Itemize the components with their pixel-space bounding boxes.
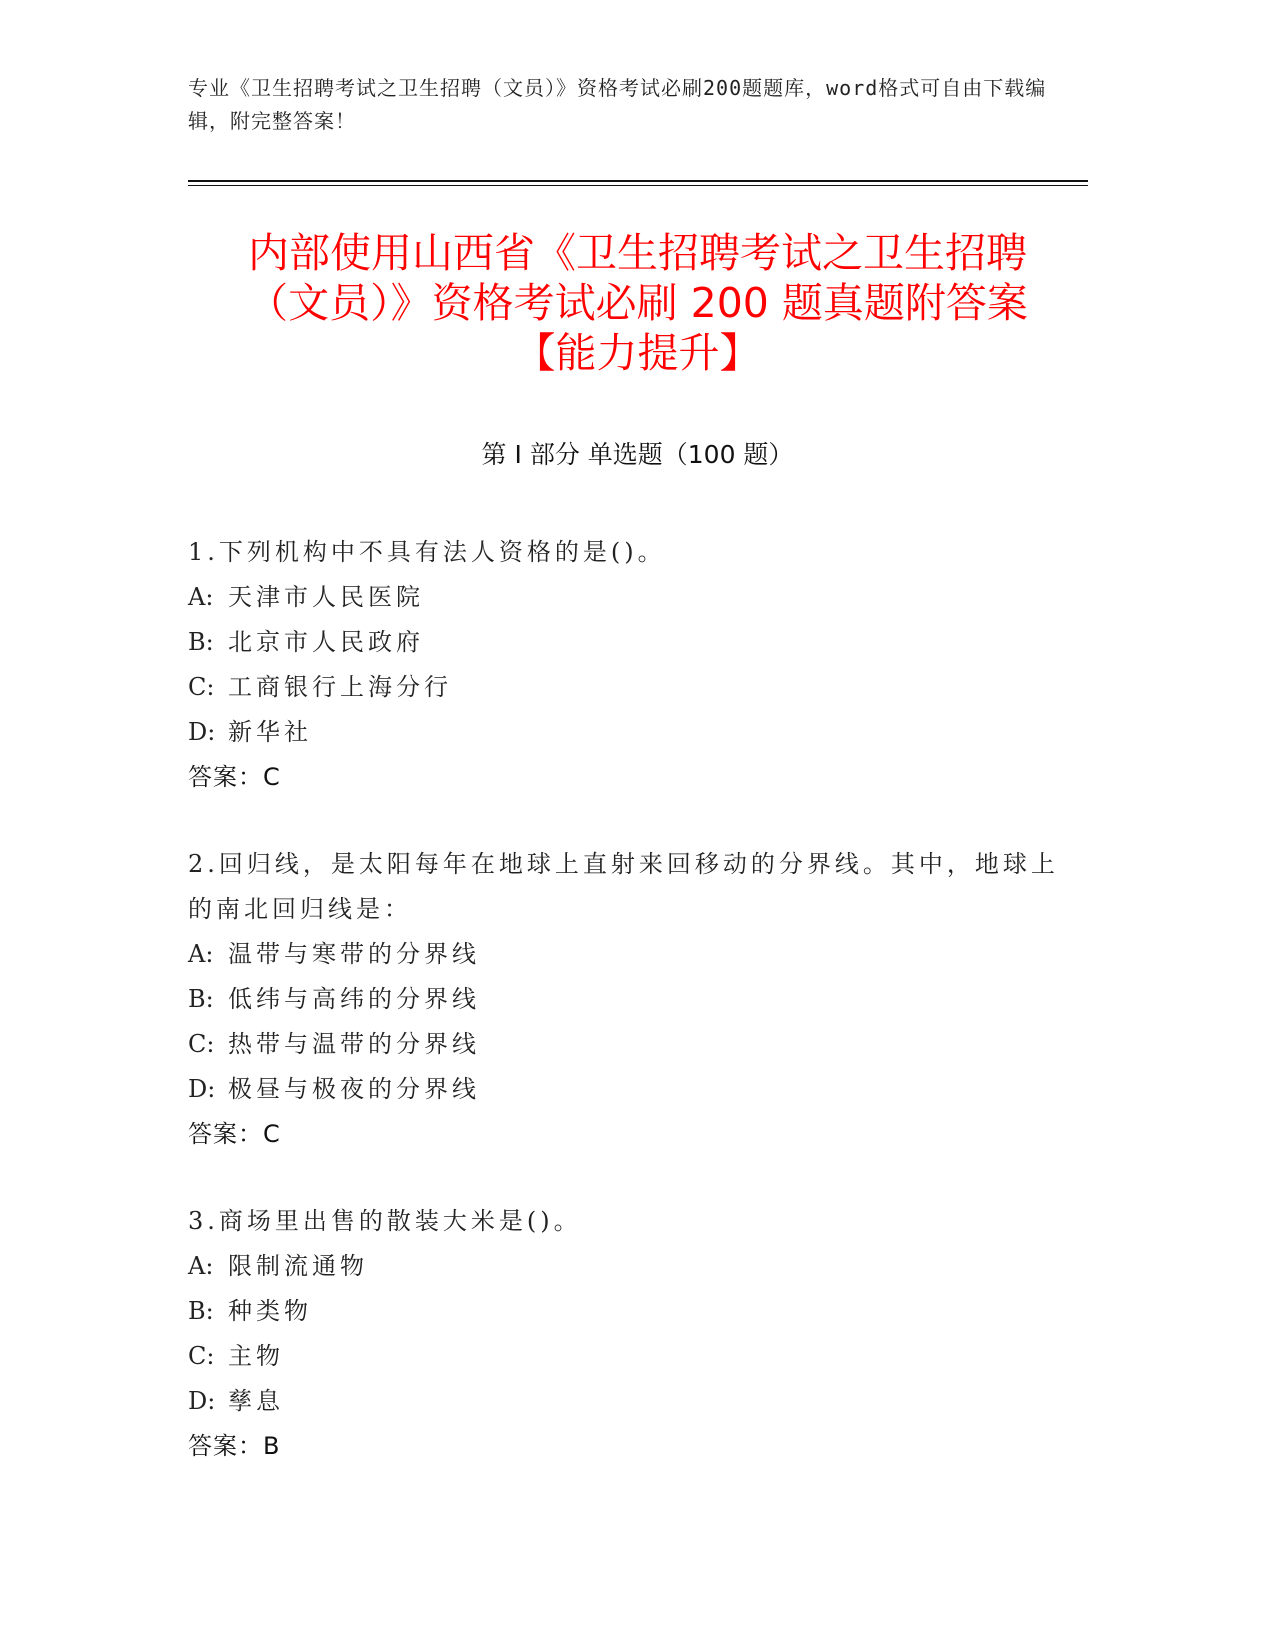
option-text: 温带与寒带的分界线 [228, 940, 480, 968]
option-b [188, 977, 1068, 1022]
title-line-3: 【能力提升】 [514, 329, 761, 377]
option-text: 新华社 [228, 718, 312, 746]
question-2 [188, 842, 1068, 1157]
option-letter: D: [188, 718, 216, 746]
option-text: 天津市人民医院 [228, 583, 424, 611]
option-text: 主物 [228, 1342, 284, 1370]
option-letter: C: [188, 1030, 215, 1058]
document-title [150, 228, 1125, 378]
option-c [188, 1022, 1068, 1067]
option-b [188, 620, 1068, 665]
option-letter: B: [188, 628, 214, 656]
section-heading: 第 I 部分 单选题（100 题） [481, 440, 794, 469]
option-d [188, 1067, 1068, 1112]
option-text: 限制流通物 [228, 1252, 368, 1280]
option-a [188, 575, 1068, 620]
option-text: 种类物 [228, 1297, 312, 1325]
question-3 [188, 1199, 1068, 1469]
question-stem: 2.回归线，是太阳每年在地球上直射来回移动的分界线。其中，地球上的南北回归线是： [188, 850, 1059, 923]
option-letter: D: [188, 1387, 216, 1415]
option-c [188, 1334, 1068, 1379]
title-line-2: （文员）》资格考试必刷 200 题真题附答案 [247, 279, 1028, 327]
option-text: 热带与温带的分界线 [228, 1030, 480, 1058]
header-rule-thin [188, 185, 1088, 186]
option-letter: D: [188, 1075, 216, 1103]
answer-line: 答案：C [188, 1120, 281, 1148]
answer-line: 答案：C [188, 763, 281, 791]
question-1 [188, 530, 1068, 800]
answer-line: 答案：B [188, 1432, 281, 1460]
question-stem: 3.商场里出售的散装大米是()。 [188, 1207, 582, 1235]
option-letter: C: [188, 1342, 215, 1370]
option-letter: A: [188, 583, 214, 611]
option-d [188, 1379, 1068, 1424]
option-letter: C: [188, 673, 215, 701]
option-letter: A: [188, 1252, 214, 1280]
option-d [188, 710, 1068, 755]
question-list [188, 530, 1068, 1511]
option-letter: B: [188, 1297, 214, 1325]
option-letter: A: [188, 940, 214, 968]
option-a [188, 1244, 1068, 1289]
header-note: 专业《卫生招聘考试之卫生招聘（文员）》资格考试必刷200题题库，word格式可自由下载编辑，附完整答案！ [188, 76, 1047, 133]
title-line-1: 内部使用山西省《卫生招聘考试之卫生招聘 [248, 229, 1027, 277]
question-stem: 1.下列机构中不具有法人资格的是()。 [188, 538, 666, 566]
option-text: 低纬与高纬的分界线 [228, 985, 480, 1013]
option-a [188, 932, 1068, 977]
option-text: 孳息 [228, 1387, 284, 1415]
option-letter: B: [188, 985, 214, 1013]
option-b [188, 1289, 1068, 1334]
option-text: 极昼与极夜的分界线 [228, 1075, 480, 1103]
option-c [188, 665, 1068, 710]
header-rule-thick [188, 180, 1088, 182]
option-text: 工商银行上海分行 [228, 673, 452, 701]
option-text: 北京市人民政府 [228, 628, 424, 656]
